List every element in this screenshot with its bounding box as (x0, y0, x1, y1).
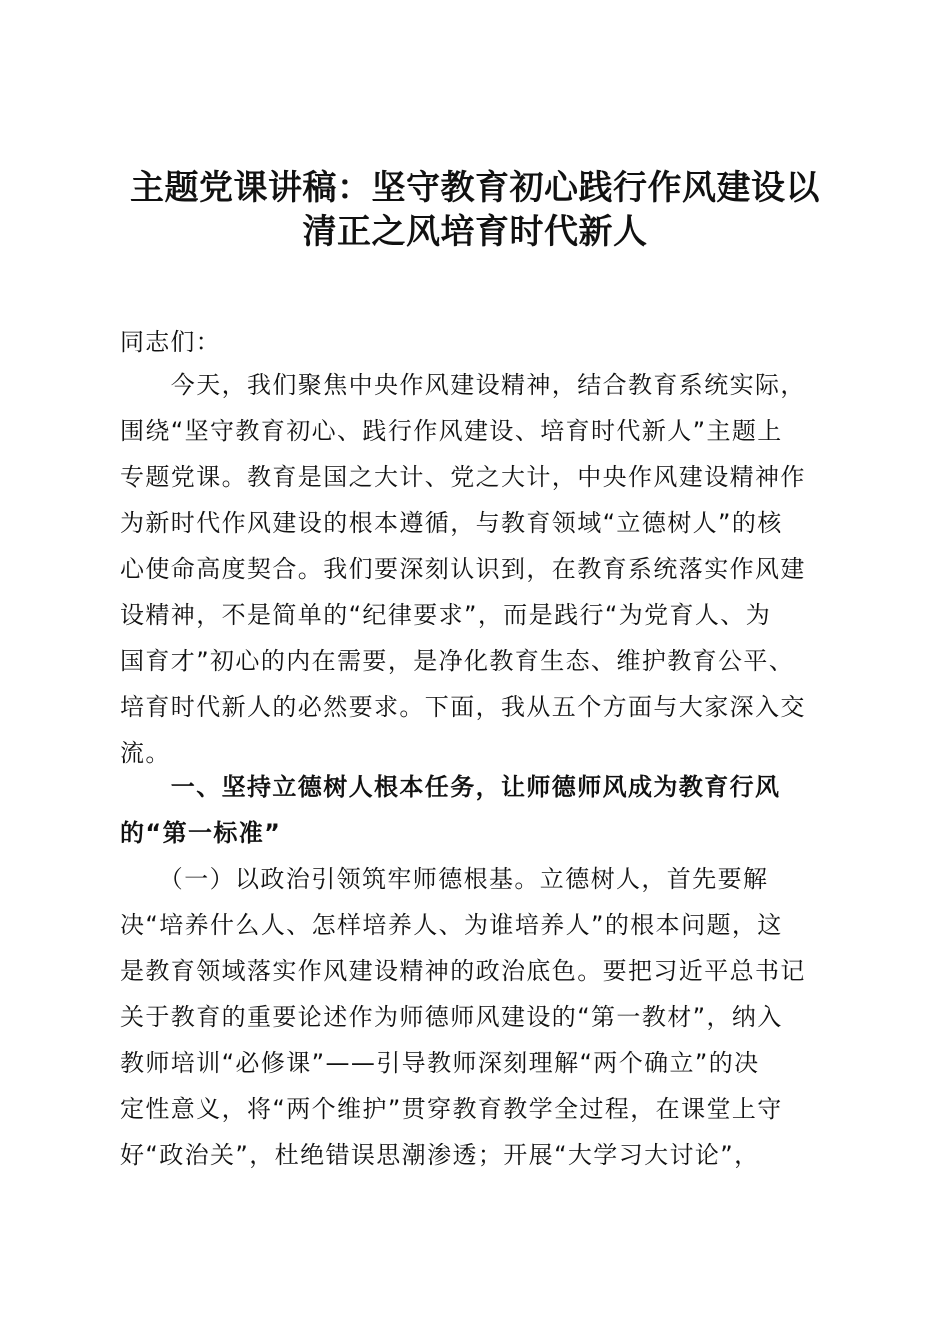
section-1-1-paragraph (120, 856, 830, 1178)
intro-paragraph (120, 362, 830, 776)
document-title-line-1: 主题党课讲稿：坚守教育初心践行作风建设以 (130, 168, 820, 208)
section-1-heading (120, 764, 830, 856)
intro-line: 专题党课。教育是国之大计、党之大计，中央作风建设精神作 (120, 463, 806, 491)
section-1-1-line: 好“政治关”，杜绝错误思潮渗透；开展“大学习大讨论”， (120, 1141, 760, 1169)
intro-line: 围绕“坚守教育初心、践行作风建设、培育时代新人”主题上 (120, 417, 783, 445)
document-title-line-2: 清正之风培育时代新人 (302, 212, 648, 252)
intro-line: 今天，我们聚焦中央作风建设精神，结合教育系统实际， (120, 371, 806, 399)
salutation: 同志们： (120, 328, 221, 356)
section-1-1-line: 是教育领域落实作风建设精神的政治底色。要把习近平总书记 (120, 957, 806, 985)
intro-line: 培育时代新人的必然要求。下面，我从五个方面与大家深入交 (120, 693, 806, 721)
section-1-1-line: 定性意义，将“两个维护”贯穿教育教学全过程，在课堂上守 (120, 1095, 783, 1123)
intro-line: 流。 (120, 739, 171, 767)
section-1-1-line: 关于教育的重要论述作为师德师风建设的“第一教材”，纳入 (120, 1003, 783, 1031)
section-1-heading-line: 的“第一标准” (120, 819, 282, 847)
intro-line: 心使命高度契合。我们要深刻认识到，在教育系统落实作风建 (120, 555, 806, 583)
section-1-1-line: 教师培训“必修课”——引导教师深刻理解“两个确立”的决 (120, 1049, 760, 1077)
intro-line: 为新时代作风建设的根本遵循，与教育领域“立德树人”的核 (120, 509, 783, 537)
section-1-1-line: 决“培养什么人、怎样培养人、为谁培养人”的根本问题，这 (120, 911, 783, 939)
section-1-heading-line: 一、坚持立德树人根本任务，让师德师风成为教育行风 (120, 773, 781, 801)
intro-line: 设精神，不是简单的“纪律要求”，而是践行“为党育人、为 (120, 601, 772, 629)
section-1-1-line: （一）以政治引领筑牢师德根基。立德树人，首先要解 (120, 865, 769, 893)
intro-line: 国育才”初心的内在需要，是净化教育生态、维护教育公平、 (120, 647, 795, 675)
